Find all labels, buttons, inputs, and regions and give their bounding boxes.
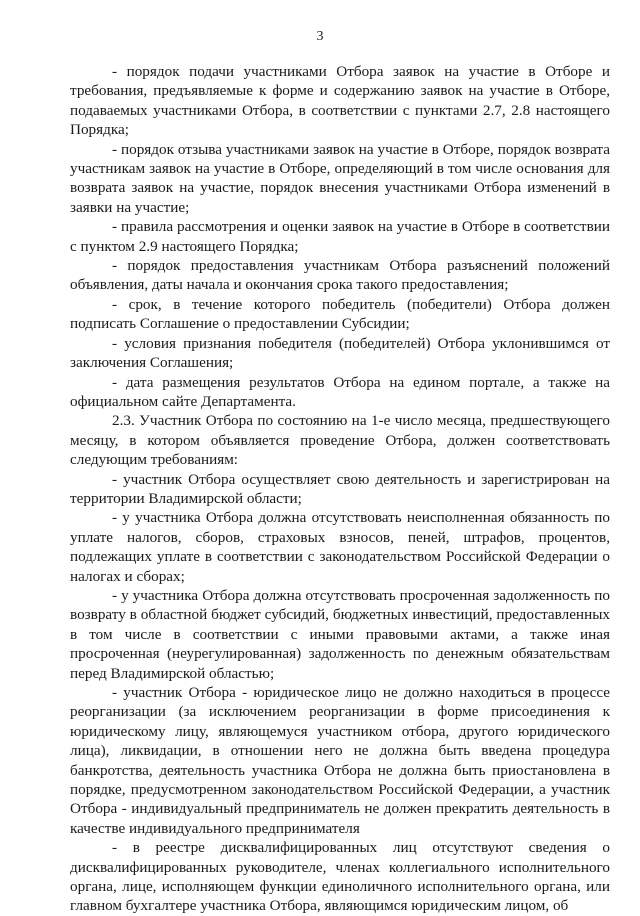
- paragraph: - у участника Отбора должна отсутствовать просроченная задолженность по возврату в областной бюджет субсидий, бюджетных инвестиций, предоставленных в том числе в соответствии с иными правовыми актами, а также иная просроченная (неурегулированная) задолженность по денежным обязательствам перед Владимирской областью;: [70, 586, 610, 682]
- paragraph: - в реестре дисквалифицированных лиц отсутствуют сведения о дисквалифицированных руководителе, членах коллегиального исполнительного органа, лице, исполняющем функции единоличного исполнительного органа, или главном бухгалтере участника Отбора, являющимся юридическим лицом, об: [70, 839, 610, 915]
- paragraph: - порядок предоставления участникам Отбора разъяснений положений объявления, даты начала и окончания срока такого предоставления;: [70, 257, 610, 294]
- paragraph: - участник Отбора осуществляет свою деятельность и зарегистрирован на территории Владимирской области;: [70, 470, 610, 507]
- paragraph: - участник Отбора - юридическое лицо не должно находиться в процессе реорганизации (за исключением реорганизации в форме присоединения к юридическому лицу, являющемуся участником отбора, другого юридического лица), ликвидации, в отношении него не должна быть введена процедура банкротства, деятельность участника Отбора не должна быть приостановлена в порядке, предусмотренном законодательством Российской Федерации, а участник Отбора - индивидуальный предприниматель не должен прекратить деятельность в качестве индивидуального предпринимателя: [70, 684, 610, 837]
- paragraph: - порядок подачи участниками Отбора заявок на участие в Отборе и требования, предъявляемые к форме и содержанию заявок на участие в Отборе, подаваемых участниками Отбора, в соответствии с пунктами 2.7, 2.8 настоящего Порядка;: [70, 63, 610, 139]
- document-body: [70, 62, 610, 916]
- paragraph: - дата размещения результатов Отбора на едином портале, а также на официальном сайте Департамента.: [70, 373, 610, 410]
- paragraph: 2.3. Участник Отбора по состоянию на 1-е число месяца, предшествующего месяцу, в котором объявляется проведение Отбора, должен соответствовать следующим требованиям:: [70, 412, 610, 469]
- paragraph: - срок, в течение которого победитель (победители) Отбора должен подписать Соглашение о предоставлении Субсидии;: [70, 295, 610, 333]
- paragraph: - порядок отзыва участниками заявок на участие в Отборе, порядок возврата участникам заявок на участие в Отборе, определяющий в том числе основания для возврата заявок на участие, порядок внесения участниками Отбора изменений в заявки на участие;: [70, 140, 610, 216]
- paragraph: - условия признания победителя (победителей) Отбора уклонившимся от заключения Соглашения;: [70, 334, 610, 372]
- paragraph: - правила рассмотрения и оценки заявок на участие в Отборе в соответствии с пунктом 2.9 настоящего Порядка;: [70, 218, 610, 255]
- paragraph: - у участника Отбора должна отсутствовать неисполненная обязанность по уплате налогов, сборов, страховых взносов, пеней, штрафов, процентов, подлежащих уплате в соответствии с законодательством Российской Федерации о налогах и сборах;: [70, 509, 610, 585]
- page-number: 3: [316, 29, 324, 44]
